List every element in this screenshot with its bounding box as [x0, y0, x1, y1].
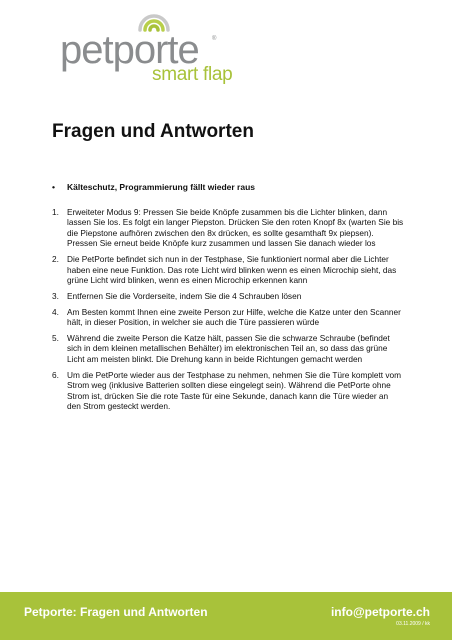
logo-registered-mark: ®	[212, 36, 217, 42]
list-item	[52, 307, 404, 328]
step-text: Die PetPorte befindet sich nun in der Testphase, Sie funktioniert normal aber die Lichter haben eine neue Funktion. Das rote Licht wird blinken wenn es einen Microchip sieht, das grüne Licht wird blinken, wenn es einen Microchip erkennen kann	[67, 254, 397, 285]
logo-wordmark: petporte	[60, 28, 199, 72]
steps-list	[52, 207, 404, 417]
step-number: 3.	[52, 290, 59, 301]
list-item	[52, 370, 404, 412]
step-number: 6.	[52, 369, 59, 380]
list-item	[52, 333, 404, 364]
step-text: Um die PetPorte wieder aus der Testphase zu nehmen, nehmen Sie die Türe komplett vom Strom weg (inklusive Batterien sollten diese eingelegt sein). Während die PetPorte ohne Strom ist, drücken Sie die rote Taste für eine Sekunde, danach kann die Türe wieder an den Strom gesteckt werden.	[67, 369, 402, 411]
list-item	[52, 291, 404, 301]
step-number: 4.	[52, 306, 59, 317]
step-text: Am Besten kommt Ihnen eine zweite Person zur Hilfe, welche die Katze unter den Scanner hält, in dieser Position, in welcher sie auch die Türe passieren würde	[67, 306, 401, 328]
step-text: Während die zweite Person die Katze hält, passen Sie die schwarze Schraube (befindet sich in dem kleinen metallischen Behälter) im elektronischen Teil an, so dass das grüne Licht am meisten blinkt. Die Drehung kann in beide Richtungen gemacht werden	[67, 333, 390, 364]
footer-title: Petporte: Fragen und Antworten	[24, 605, 208, 619]
petporte-logo	[60, 8, 260, 88]
logo-tagline: smart flap	[152, 64, 233, 85]
step-number: 2.	[52, 254, 59, 265]
footer-email-link[interactable]: info@petporte.ch	[330, 605, 430, 619]
footer-date: 03.11.2009 / kk	[396, 621, 430, 627]
topic-bullet	[52, 182, 412, 192]
topic-heading: Kälteschutz, Programmierung fällt wieder raus	[67, 182, 255, 192]
page-title: Fragen und Antworten	[52, 121, 254, 142]
footer-bar	[0, 592, 452, 640]
step-text: Entfernen Sie die Vorderseite, indem Sie die 4 Schrauben lösen	[67, 290, 302, 301]
step-text: Erweiteter Modus 9: Pressen Sie beide Knöpfe zusammen bis die Lichter blinken, dann lassen Sie los. Es folgt ein langer Piepston. Drücken Sie den roten Knopf 8x (warten Sie bis die Piepstone aufhören zwischen den 8x drücken, es sollte gesamthaft 9x piepsen). Pressen Sie erneut beide Knöpfe kurz zusammen und lassen Sie danach wieder los	[67, 207, 404, 249]
step-number: 1.	[52, 207, 59, 217]
list-item	[52, 207, 404, 249]
list-item	[52, 254, 404, 285]
step-number: 5.	[52, 333, 59, 344]
bullet-icon: •	[52, 182, 55, 192]
